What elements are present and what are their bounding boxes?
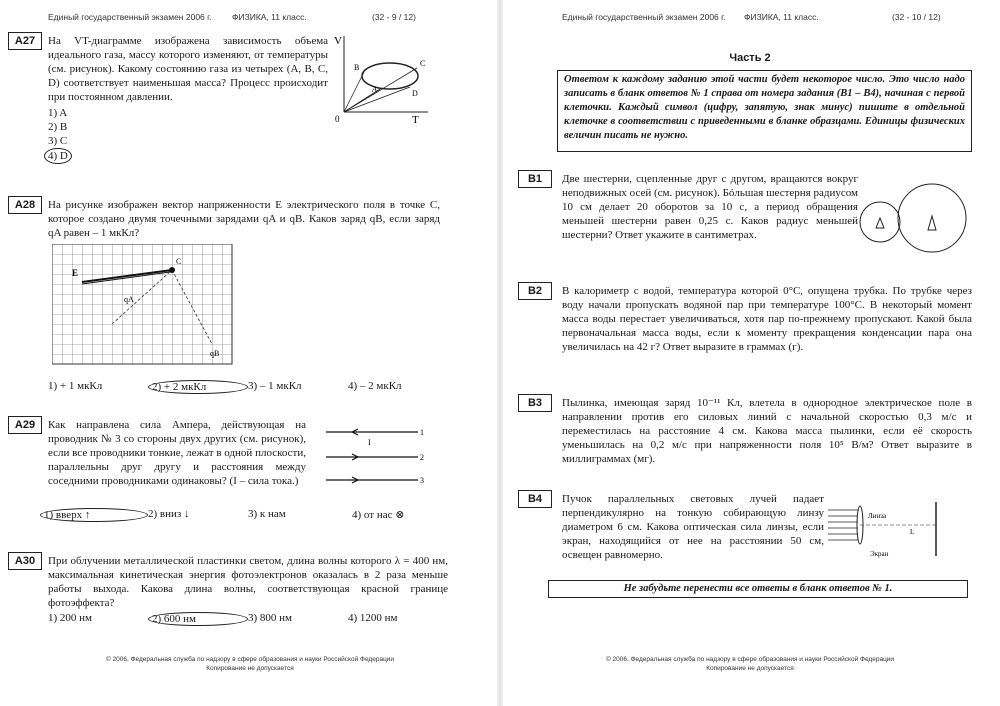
a29-option-2: 2) вниз ↓ <box>148 508 190 520</box>
a29-option-3: 3) к нам <box>248 508 286 520</box>
e-vector-label: E <box>72 268 79 278</box>
lens-diagram <box>826 498 948 562</box>
wire-1-label: 1 <box>420 428 424 437</box>
header-subject: ФИЗИКА, 11 класс. <box>744 12 819 22</box>
t-axis-label: T <box>412 114 419 124</box>
task-tag-a29: A29 <box>8 416 42 434</box>
gears-diagram <box>858 178 970 260</box>
a28-options <box>48 380 448 394</box>
task-b1-text: Две шестерни, сцепленные друг с другом, вращаются вокруг неподвижных осей (см. рисунок). Бóльшая шестерня радиусом 10 см делает 20 оборотов за 10 с, а период обращения меньшей шестерни равен 0,25 с. Каков радиус меньшей шестерни? Ответ укажите в сантиметрах. <box>562 173 858 241</box>
a27-option-3: 3) C <box>48 135 68 147</box>
current-label: I <box>368 438 371 447</box>
task-tag-a28: A28 <box>8 196 42 214</box>
a30-option-3: 3) 800 нм <box>248 612 293 624</box>
task-a30-text: При облучении металлической пластинки светом, длина волны которого λ = 400 нм, максимальная кинетическая энергия фотоэлектронов оказалась в 2 раза меньше работы выхода. Какова длина волны, соответствующая красной границе фотоэффекта? <box>48 555 448 609</box>
right-footer <box>500 655 1000 673</box>
instructions-box: Ответом к каждому заданию этой части будет некоторое число. Это число надо записать в бланк ответов № 1 справа от номера задания (В1 – В4), начиная с первой клеточки. Каждый символ (цифру, запятую, знак минус) пишите в отдельной клеточке в соответствии с приведенными в бланке образцами. Единицы физических величин писать не нужно. <box>557 70 972 152</box>
header-subject: ФИЗИКА, 11 класс. <box>232 12 307 22</box>
a30-option-2-circled: 2) 600 нм <box>148 612 248 626</box>
task-tag-b1: B1 <box>518 170 552 188</box>
a27-option-4-circled: 4) D <box>44 148 72 164</box>
header-page: (32 - 9 / 12) <box>372 12 416 22</box>
footer-copyright: © 2006. Федеральная служба по надзору в сфере образования и науки Российской Федерации <box>605 656 895 663</box>
task-tag-a30: A30 <box>8 552 42 570</box>
header-exam: Единый государственный экзамен 2006 г. <box>48 12 212 22</box>
task-tag-b2: B2 <box>518 282 552 300</box>
task-a28-text: На рисунке изображен вектор напряженности E электрического поля в точке С, которое создано двумя точечными зарядами qA и qB. Каков заряд qB, если заряд qA равен – 1 мкКл? <box>48 199 440 239</box>
wire-2-label: 2 <box>420 453 424 462</box>
screen-label: Экран <box>870 550 889 558</box>
a29-option-1-circled: 1) вверх ↑ <box>40 508 148 522</box>
v-axis-label: V <box>334 35 342 47</box>
vt-diagram <box>332 32 432 124</box>
footer-copyright: © 2006. Федеральная служба по надзору в сфере образования и науки Российской Федерации <box>105 656 395 663</box>
qb-label: qB <box>210 349 220 358</box>
footer-no-copy: Копирование не допускается <box>706 665 794 672</box>
task-tag-b3: B3 <box>518 394 552 412</box>
header-exam: Единый государственный экзамен 2006 г. <box>562 12 726 22</box>
right-page <box>500 0 1000 706</box>
header-page: (32 - 10 / 12) <box>892 12 941 22</box>
task-a29-text: Как направлена сила Ампера, действующая на проводник № 3 со стороны двух других (см. рисунок), если все проводники тонкие, лежат в одной плоскости, параллельны друг другу и расстояния между соседними проводниками одинаковы? (I – сила тока.) <box>48 419 306 487</box>
task-tag-b4: B4 <box>518 490 552 508</box>
reminder-box: Не забудьте перенести все ответы в бланк ответов № 1. <box>548 580 968 598</box>
task-b3-text: Пылинка, имеющая заряд 10⁻¹¹ Кл, влетела в однородное электрическое поле в направлении против его силовых линий с начальной скоростью 0,3 м/с и переместилась на расстояние 4 см. Какова масса пылинки, если её скорость уменьшилась на 0,2 м/с при напряженности поля 10⁵ В/м? Ответ выразите в миллиграммах (мг). <box>562 397 972 465</box>
point-c-label: C <box>420 59 426 68</box>
part-title: Часть 2 <box>729 52 771 64</box>
point-d-label: D <box>412 89 418 98</box>
a28-option-4: 4) – 2 мкКл <box>348 380 402 392</box>
point-a-label: A <box>372 85 377 94</box>
a27-option-2: 2) B <box>48 121 68 133</box>
a30-option-1: 1) 200 нм <box>48 612 93 624</box>
a27-option-1: 1) A <box>48 107 68 119</box>
left-footer <box>0 655 500 673</box>
task-a27-text: На VT-диаграмме изображена зависимость объема идеального газа, массу которого изменяют, от температуры (см. рисунок). Какому состоянию газа из четырех (A, B, C, D) соответствует наименьшая масса? Процесс происходит при постоянном давлении. <box>48 35 328 103</box>
task-tag-a27: A27 <box>8 32 42 50</box>
task-b2-text: В калориметр с водой, температура которой 0°С, опущена трубка. По трубке через воду начали пропускать водяной пар при температуре 100°С. В некоторый момент масса воды перестает увеличиваться, хотя пар по-прежнему пропускают. Какой была первоначальная масса воды, если к моменту прекращения конденсации пара она увеличилась на 42 г? Ответ выразите в граммах (г). <box>562 285 972 353</box>
task-b4-text: Пучок параллельных световых лучей падает перпендикулярно на тонкую собирающую линзу диаметром 6 см. Какова оптическая сила линзы, если экран, находящийся от нее на расстоянии 50 см, освещен равномерно. <box>562 493 824 561</box>
a28-option-2-circled: 2) + 2 мкКл <box>148 380 248 394</box>
field-grid-diagram <box>52 244 242 369</box>
lens-label: Линза <box>868 512 887 520</box>
a30-options <box>48 612 448 626</box>
origin-label: 0 <box>335 114 340 124</box>
wire-3-label: 3 <box>420 476 424 485</box>
a30-option-4: 4) 1200 нм <box>348 612 398 624</box>
qa-label: qA <box>124 295 134 304</box>
point-b-label: B <box>354 63 360 72</box>
footer-no-copy: Копирование не допускается <box>206 665 294 672</box>
point-c-grid-label: C <box>176 257 182 266</box>
a28-option-1: 1) + 1 мкКл <box>48 380 103 392</box>
distance-label: L <box>910 528 915 536</box>
a29-option-4: 4) от нас ⊗ <box>352 509 405 521</box>
a28-option-3: 3) – 1 мкКл <box>248 380 302 392</box>
wires-diagram <box>322 424 432 494</box>
a29-options <box>40 508 440 522</box>
